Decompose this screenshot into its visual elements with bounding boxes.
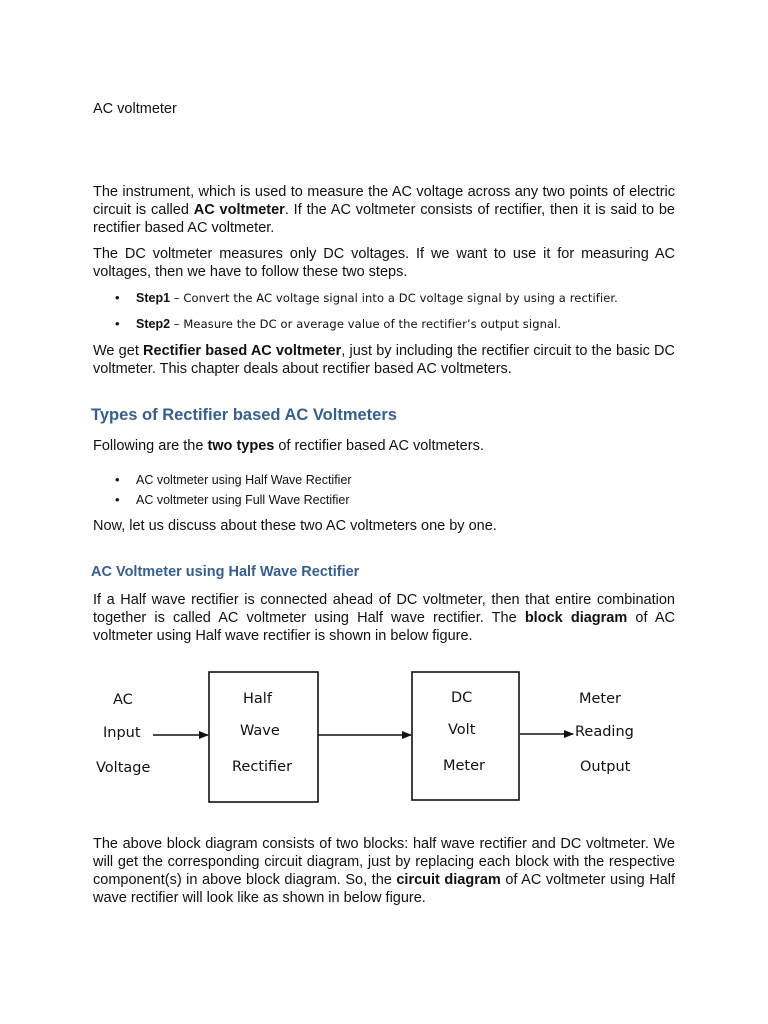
intro-paragraph-2: The DC voltmeter measures only DC voltages. If we want to use it for measuring AC voltages, then we have to follow these two steps. <box>93 246 675 280</box>
input-label-line: AC <box>113 692 133 708</box>
types-lead-text: Following are the <box>93 438 208 454</box>
types-lead-bold: two types <box>207 438 275 454</box>
step-2-label: Step2 <box>136 317 171 331</box>
step-2-text: – Measure the DC or average value of the rectifier’s output signal. <box>170 317 562 331</box>
step-1-label: Step1 <box>136 291 171 305</box>
voltmeter-block-label: Volt <box>448 722 476 738</box>
intro-p1-text-end: . If the AC voltmeter consists of rectifier, then it is said to be rectifier based AC voltmeter. <box>93 202 675 236</box>
types-lead-paragraph <box>93 437 675 455</box>
rectifier-block-label: Half <box>243 691 272 707</box>
type-item-full-wave <box>115 492 350 508</box>
types-closing-paragraph: Now, let us discuss about these two AC voltmeters one by one. <box>93 518 497 534</box>
type-item-half-wave <box>115 472 352 488</box>
step-1-text: – Convert the AC voltage signal into a DC voltage signal by using a rectifier. <box>170 291 618 305</box>
input-label-line: Input <box>103 725 141 741</box>
half-wave-p1-text-end: of AC voltmeter using Half wave rectifier is shown in below figure. <box>93 610 676 644</box>
half-wave-paragraph-2 <box>93 835 675 907</box>
output-label-line: Output <box>580 759 631 775</box>
block-diagram <box>90 668 650 808</box>
voltmeter-block-label: DC <box>451 690 473 706</box>
rectifier-block-label: Wave <box>240 723 280 739</box>
intro-p1-text: The instrument, which is used to measure the AC voltage across any two points of electric circuit is called <box>93 184 675 218</box>
type-item-label: AC voltmeter using Full Wave Rectifier <box>136 493 350 507</box>
output-label-line: Reading <box>575 724 634 740</box>
half-wave-p2-text-end: of AC voltmeter using Half wave rectifier will look like as shown in below figure. <box>93 872 676 906</box>
intro-p3-text-end: , just by including the rectifier circuit to the basic DC voltmeter. This chapter deals about rectifier based AC voltmeters. <box>93 343 675 377</box>
document-title: AC voltmeter <box>93 101 177 117</box>
half-wave-p1-text: If a Half wave rectifier is connected ahead of DC voltmeter, then that entire combination together is called AC voltmeter using Half wave rectifier. The <box>93 592 675 626</box>
bullet-dot-icon: • <box>115 290 120 305</box>
step-1-bullet <box>115 290 618 306</box>
bullet-dot-icon: • <box>115 316 120 331</box>
input-label-line: Voltage <box>96 760 151 776</box>
half-wave-paragraph-1 <box>93 591 675 645</box>
types-lead-text-end: of rectifier based AC voltmeters. <box>274 438 484 454</box>
circuit-diagram-bold: circuit diagram <box>396 872 501 888</box>
voltmeter-block-label: Meter <box>443 758 485 774</box>
intro-paragraph-1 <box>93 183 675 237</box>
half-wave-p2-text: The above block diagram consists of two blocks: half wave rectifier and DC voltmeter. We will get the corresponding circuit diagram, just by replacing each block with the respective component(s) in above block diagram. So, the <box>93 836 675 888</box>
intro-p3-text: We get <box>93 343 144 359</box>
intro-p3-bold: Rectifier based AC voltmeter <box>143 343 342 359</box>
types-heading: Types of Rectifier based AC Voltmeters <box>91 406 397 424</box>
bullet-dot-icon: • <box>115 492 120 507</box>
intro-paragraph-3 <box>93 342 675 378</box>
block-diagram-bold: block diagram <box>524 610 628 626</box>
output-label-line: Meter <box>579 691 621 707</box>
half-wave-heading: AC Voltmeter using Half Wave Rectifier <box>91 564 360 580</box>
step-2-bullet <box>115 316 561 332</box>
rectifier-block-label: Rectifier <box>232 759 293 775</box>
bullet-dot-icon: • <box>115 472 120 487</box>
type-item-label: AC voltmeter using Half Wave Rectifier <box>136 473 352 487</box>
intro-p1-bold: AC voltmeter <box>193 202 285 218</box>
